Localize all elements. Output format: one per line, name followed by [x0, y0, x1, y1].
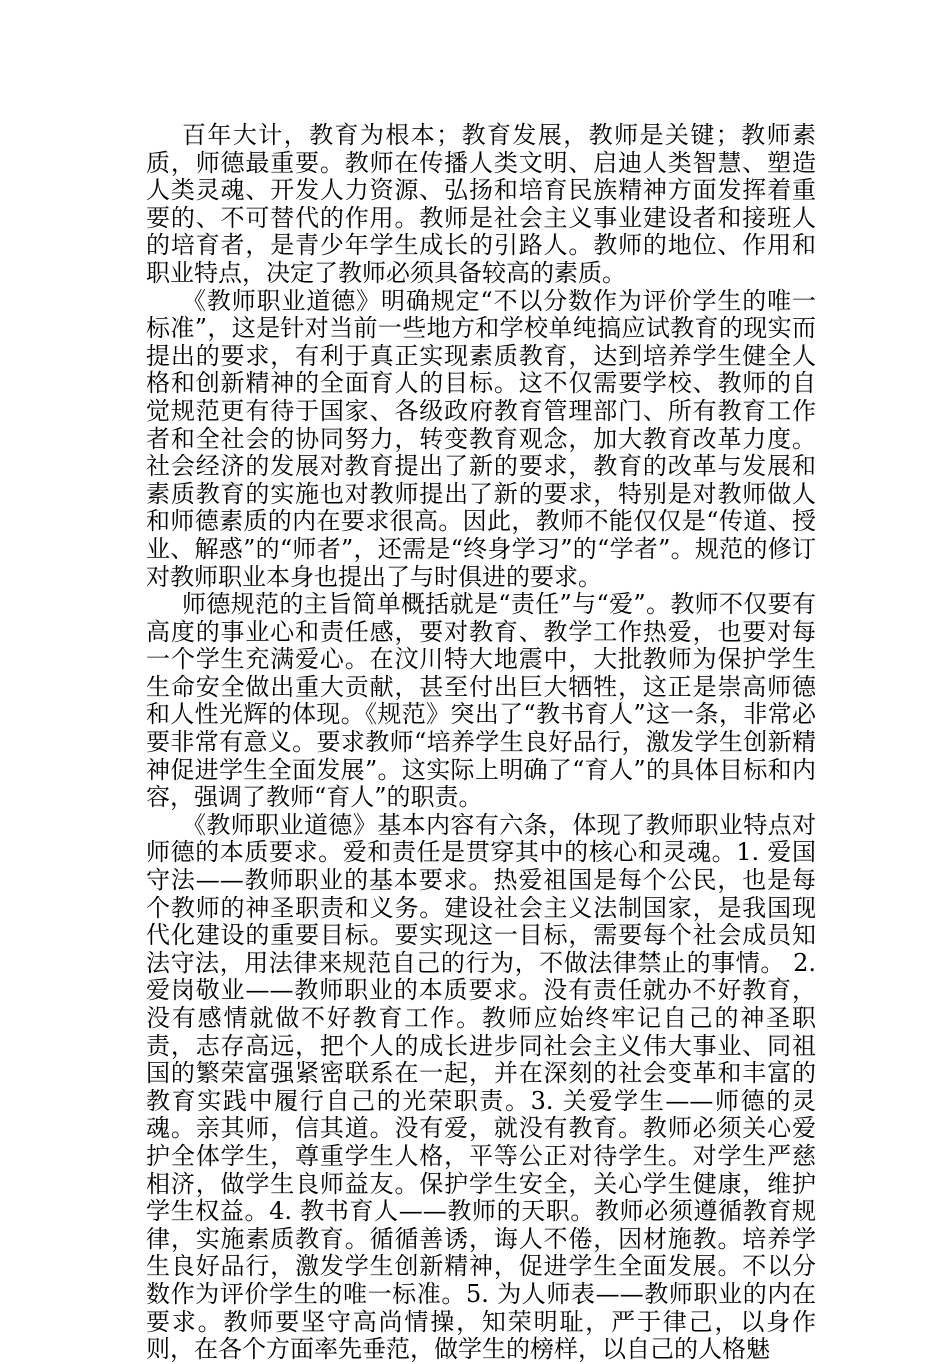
paragraph-responsibility-love: 师德规范的主旨简单概括就是“责任”与“爱”。教师不仅要有高度的事业心和责任感，要对教育、教学工作热爱，也要对每一个学生充满爱心。在汶川特大地震中，大批教师为保护学生生命安全做出重大贡献，甚至付出巨大牺牲，这正是崇高师德和人性光辉的体现。《规范》突出了“教书育人”这一条，非常必要非常有意义。要求教师“培养学生良好品行，激发学生创新精神促进学生全面发展”。这实际上明确了“育人”的具体目标和内容，强调了教师“育人”的职责。	[146, 590, 816, 812]
paragraph-intro: 百年大计，教育为根本；教育发展，教师是关键；教师素质，师德最重要。教师在传播人类文明、启迪人类智慧、塑造人类灵魂、开发人力资源、弘扬和培育民族精神方面发挥着重要的、不可替代的作用。教师是社会主义事业建设者和接班人的培育者，是青少年学生成长的引路人。教师的地位、作用和职业特点，决定了教师必须具备较高的素质。	[146, 121, 816, 287]
document-page	[146, 122, 816, 1364]
paragraph-evaluation-standard: 《教师职业道德》明确规定“不以分数作为评价学生的唯一标准”，这是针对当前一些地方和学校单纯搞应试教育的现实而提出的要求，有利于真正实现素质教育，达到培养学生健全人格和创新精神的全面育人的目标。这不仅需要学校、教师的自觉规范更有待于国家、各级政府教育管理部门、所有教育工作者和全社会的协同努力，转变教育观念，加大教育改革力度。社会经济的发展对教育提出了新的要求，教育的改革与发展和素质教育的实施也对教师提出了新的要求，特别是对教师做人和师德素质的内在要求很高。因此，教师不能仅仅是“传道、授业、解惑”的“师者”，还需是“终身学习”的“学者”。规范的修订对教师职业本身也提出了与时俱进的要求。	[146, 286, 816, 591]
paragraph-six-principles: 《教师职业道德》基本内容有六条，体现了教师职业特点对师德的本质要求。爱和责任是贯穿其中的核心和灵魂。1. 爱国守法——教师职业的基本要求。热爱祖国是每个公民，也是每个教师的神圣职责和义务。建设社会主义法制国家，是我国现代化建设的重要目标。要实现这一目标，需要每个社会成员知法守法，用法律来规范自己的行为，不做法律禁止的事情。 2. 爱岗敬业——教师职业的本质要求。没有责任就办不好教育，没有感情就做不好教育工作。教师应始终牢记自己的神圣职责，志存高远，把个人的成长进步同社会主义伟大事业、同祖国的繁荣富强紧密联系在一起，并在深刻的社会变革和丰富的教育实践中履行自己的光荣职责。3. 关爱学生——师德的灵魂。亲其师，信其道。没有爱，就没有教育。教师必须关心爱护全体学生，尊重学生人格，平等公正对待学生。对学生严慈相济，做学生良师益友。保护学生安全，关心学生健康，维护学生权益。4. 教书育人——教师的天职。教师必须遵循教育规律，实施素质教育。循循善诱，诲人不倦，因材施教。培养学生良好品行，激发学生创新精神，促进学生全面发展。不以分数作为评价学生的唯一标准。5. 为人师表——教师职业的内在要求。教师要坚守高尚情操，知荣明耻，严于律己，以身作则，在各个方面率先垂范，做学生的榜样，以自己的人格魅	[146, 810, 816, 1364]
